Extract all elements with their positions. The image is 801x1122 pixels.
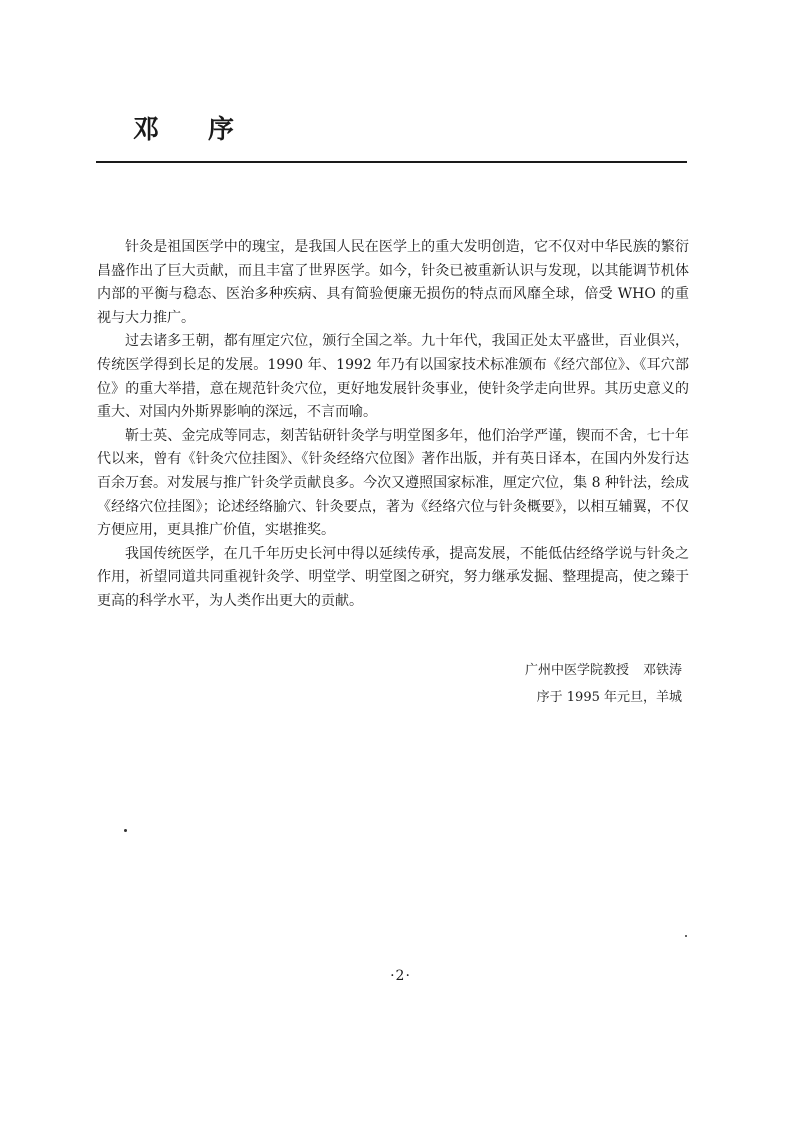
dateline: 序于 1995 年元旦，羊城 xyxy=(536,690,682,705)
signature-block xyxy=(525,657,682,711)
paragraph-4: 我国传统医学，在几千年历史长河中得以延续传承，提高发展，不能低估经络学说与针灸之作用，祈望同道共同重视针灸学、明堂学、明堂图之研究，努力继承发掘、整理提高，使之臻于更高的科学水平，为人类作出更大的贡献。 xyxy=(97,545,689,609)
author-name: 邓铁涛 xyxy=(642,663,682,678)
preface-body xyxy=(97,236,689,614)
page-number: ·2· xyxy=(390,968,411,984)
signature-line xyxy=(525,657,682,684)
title-divider xyxy=(96,161,687,163)
author-affiliation: 广州中医学院教授 xyxy=(524,663,629,678)
scan-speck xyxy=(685,935,687,937)
scan-speck xyxy=(124,829,127,832)
paragraph-2: 过去诸多王朝，都有厘定穴位，颁行全国之举。九十年代，我国正处太平盛世，百业俱兴，传统医学得到长足的发展。1990 年、1992 年乃有以国家技术标准颁布《经穴部位》、《耳穴部位》的重大举措，意在规范针灸穴位，更好地发展针灸事业，使针灸学走向世界。其历史意义的重大、对国内外斯界影响的深远，不言而喻。 xyxy=(97,333,689,421)
paragraph-3: 靳士英、金完成等同志，刻苦钻研针灸学与明堂图多年，他们治学严谨，锲而不舍，七十年代以来，曾有《针灸穴位挂图》、《针灸经络穴位图》著作出版，并有英日译本，在国内外发行达百余万套。对发展与推广针灸学贡献良多。今次又遵照国家标准，厘定穴位，集 8 种针法，绘成《经络穴位挂图》；论述经络腧穴、针灸要点，著为《经络穴位与针灸概要》，以相互辅翼，不仅方便应用，更具推广价值，实堪推奖。 xyxy=(97,427,689,539)
page-title: 邓 序 xyxy=(133,115,255,145)
paragraph-1: 针灸是祖国医学中的瑰宝，是我国人民在医学上的重大发明创造，它不仅对中华民族的繁衍昌盛作出了巨大贡献，而且丰富了世界医学。如今，针灸已被重新认识与发现，以其能调节机体内部的平衡与稳态、医治多种疾病、具有简验便廉无损伤的特点而风靡全球，倍受 WHO 的重视与大力推广。 xyxy=(97,239,689,326)
